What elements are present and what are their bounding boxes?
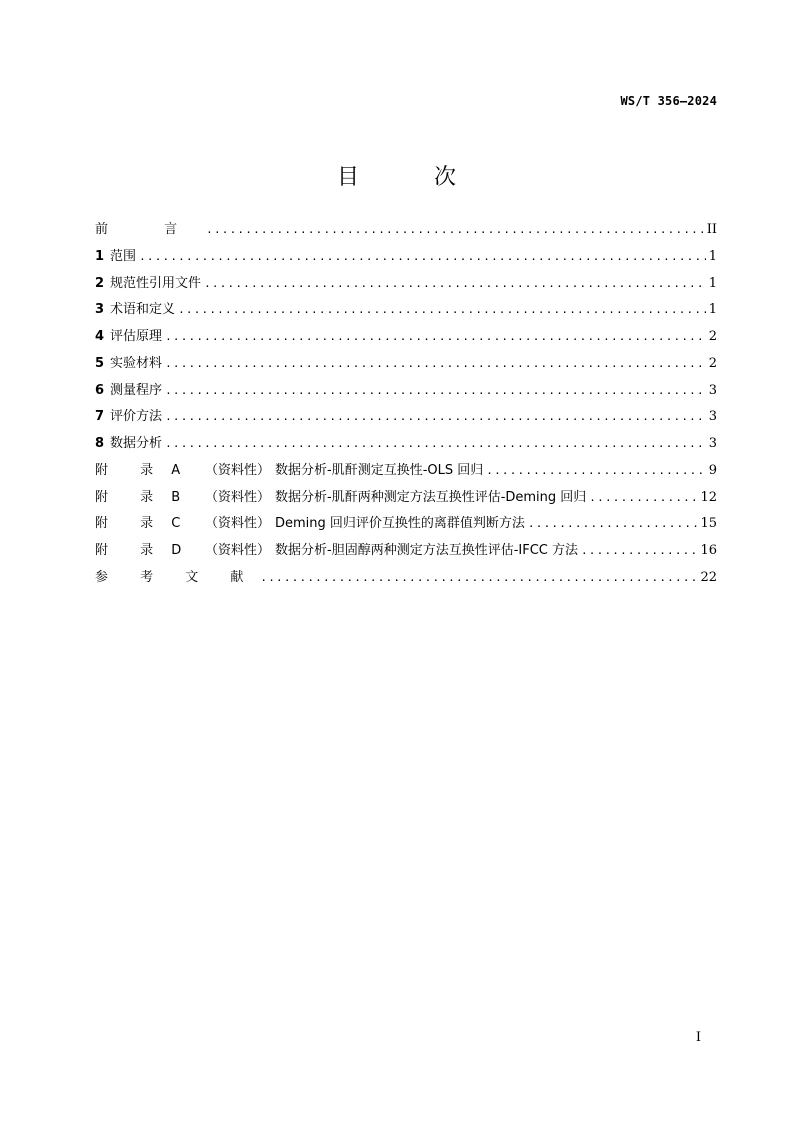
annex-label — [95, 486, 205, 505]
toc-entry-page: 3 — [708, 382, 717, 398]
toc-entry-number: 7 — [95, 409, 105, 425]
toc-entry-page: 12 — [700, 489, 717, 505]
toc-leader-dots — [165, 437, 706, 450]
toc-entry-materials[interactable] — [95, 352, 717, 379]
annex-type: （资料性） — [205, 543, 271, 558]
toc-entry-label: 测量程序 — [110, 382, 163, 398]
toc-leader-dots — [165, 410, 706, 423]
toc-entry-page: 1 — [708, 248, 717, 264]
toc-entry-annex-b[interactable] — [95, 486, 717, 513]
toc-entry-number: 3 — [95, 302, 105, 318]
document-code: WS/T 356—2024 — [620, 94, 717, 108]
toc-entry-label: Deming 回归评价互换性的离群值判断方法 — [275, 516, 525, 532]
toc-entry-page: 22 — [700, 569, 717, 585]
annex-prefix: 附 录 — [95, 489, 168, 505]
toc-entry-page: 1 — [708, 275, 717, 291]
toc-entry-annex-c[interactable] — [95, 512, 717, 539]
toc-entry-annex-d[interactable] — [95, 539, 717, 566]
toc-entry-evaluation-method[interactable] — [95, 405, 717, 432]
toc-entry-label: 数据分析-肌酐两种测定方法互换性评估-Deming 回归 — [275, 489, 587, 505]
toc-entry-label: 评价方法 — [110, 409, 163, 425]
annex-letter: B — [171, 489, 181, 505]
toc-entry-label: 术语和定义 — [110, 302, 176, 318]
toc-leader-dots — [486, 464, 705, 477]
annex-type: （资料性） — [205, 516, 271, 532]
toc-entry-page: 9 — [708, 462, 717, 478]
toc-entry-label: 数据分析 — [110, 436, 163, 451]
toc-entry-label: 评估原理 — [110, 329, 163, 344]
toc-leader-dots — [260, 571, 697, 584]
toc-leader-dots — [206, 223, 704, 236]
toc-leader-dots — [581, 544, 697, 557]
toc-entry-page: 15 — [700, 516, 717, 532]
annex-prefix: 附 录 — [95, 543, 168, 558]
toc-entry-page: II — [706, 222, 717, 237]
toc-entry-label: 规范性引用文件 — [110, 275, 202, 291]
toc-leader-dots — [165, 357, 706, 370]
toc-entry-number: 1 — [95, 248, 105, 264]
toc-entry-page: 3 — [708, 409, 717, 425]
toc-entry-page: 16 — [700, 543, 717, 558]
toc-entry-terms-definitions[interactable] — [95, 298, 717, 325]
toc-entry-measurement-procedure[interactable] — [95, 379, 717, 406]
toc-entry-label: 参 考 文 献 — [95, 569, 258, 585]
toc-entry-label: 范围 — [110, 248, 137, 264]
annex-type: （资料性） — [205, 489, 271, 505]
toc-entry-references[interactable] — [95, 566, 717, 593]
page-number: I — [695, 1030, 701, 1045]
toc-title: 目 次 — [337, 165, 490, 190]
toc-entry-number: 5 — [95, 355, 105, 371]
toc-entry-number: 8 — [95, 436, 105, 451]
annex-letter: C — [171, 516, 181, 532]
toc-entry-label: 数据分析-肌酐测定互换性-OLS 回归 — [275, 462, 484, 478]
annex-label — [95, 512, 205, 531]
toc-leader-dots — [589, 491, 697, 504]
toc-entry-label: 实验材料 — [110, 355, 163, 371]
toc-leader-dots — [178, 303, 706, 316]
toc-entry-normative-references[interactable] — [95, 272, 717, 299]
toc-leader-dots — [139, 250, 706, 263]
toc-entry-page: 1 — [708, 302, 717, 318]
toc-entry-evaluation-principle[interactable] — [95, 325, 717, 352]
toc-leader-dots — [528, 517, 698, 530]
toc-leader-dots — [204, 277, 706, 290]
toc-entry-number: 2 — [95, 275, 105, 291]
annex-letter: D — [171, 543, 182, 558]
toc-entry-foreword[interactable] — [95, 218, 717, 245]
toc-entry-label: 数据分析-胆固醇两种测定方法互换性评估-IFCC 方法 — [275, 543, 578, 558]
annex-letter: A — [171, 462, 181, 478]
toc-entry-number: 4 — [95, 329, 105, 344]
toc-entry-page: 2 — [708, 355, 717, 371]
toc-entry-page: 3 — [708, 436, 717, 451]
toc-entry-scope[interactable] — [95, 245, 717, 272]
annex-label — [95, 539, 205, 558]
annex-prefix: 附 录 — [95, 516, 168, 532]
annex-prefix: 附 录 — [95, 462, 168, 478]
toc-list — [95, 218, 717, 593]
toc-entry-annex-a[interactable] — [95, 459, 717, 486]
annex-label — [95, 459, 205, 478]
toc-entry-page: 2 — [708, 329, 717, 344]
toc-leader-dots — [165, 384, 706, 397]
toc-entry-data-analysis[interactable] — [95, 432, 717, 459]
toc-leader-dots — [165, 330, 706, 343]
toc-entry-number: 6 — [95, 382, 105, 398]
toc-entry-label: 前 言 — [95, 222, 204, 237]
annex-type: （资料性） — [205, 462, 271, 478]
